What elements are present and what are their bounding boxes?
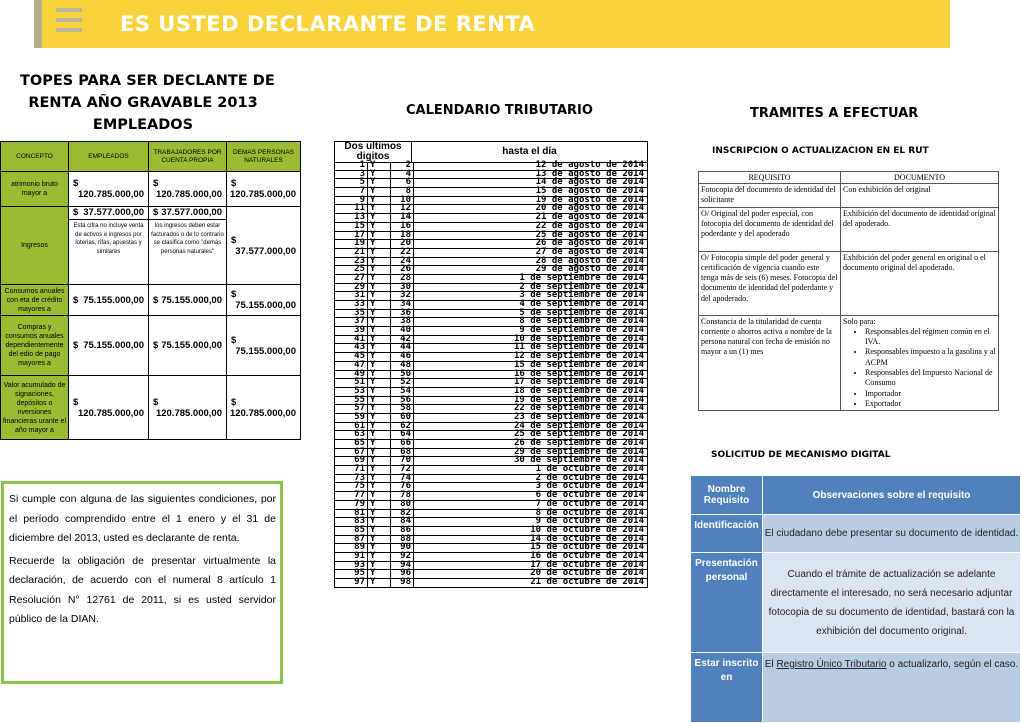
calendar-head-digits: Dos ultimos digitos (335, 142, 412, 162)
calendar-sep: Y (368, 483, 391, 491)
calendar-digit-from: 73 (335, 475, 368, 483)
topes-value: $ 120.785.000,00 (69, 376, 149, 440)
topes-header-cell: EMPLEADOS (69, 142, 149, 172)
calendar-digit-from: 95 (335, 570, 368, 578)
calendar-sep: Y (368, 544, 391, 552)
note-paragraph: Si cumple con alguna de las siguientes condiciones, por el período comprendido entre el 1 enero y el 31 de diciembre del 2013, usted es declarante de renta. (9, 493, 276, 544)
calendar-sep: Y (368, 344, 391, 352)
calendar-sep: Y (368, 536, 391, 544)
calendar-sep: Y (368, 240, 391, 248)
topes-value: $ 120.785.000,00 (227, 172, 301, 207)
calendar-date: 3 de octubre de 2014 (535, 481, 644, 492)
calendar-digit-to: 36 (391, 310, 414, 318)
calendar-date: 16 de septiembre de 2014 (513, 368, 644, 379)
rut-table (698, 171, 996, 425)
calendar-date: 19 de agosto de 2014 (535, 194, 644, 205)
calendar-digit-from: 29 (335, 284, 368, 292)
calendar-date: 23 de septiembre de 2014 (513, 411, 644, 422)
mec-req: Estar inscrito en (691, 653, 763, 723)
calendar-digit-to: 68 (391, 449, 414, 457)
calendar-digit-to: 70 (391, 457, 414, 465)
calendar-date: 29 de septiembre de 2014 (513, 446, 644, 457)
rut-req: O/ Fotocopia simple del poder general y certificación de vigencia cuando este tenga más de seis (6) meses. Fotocopia del documento de identidad del poderdante y del apoderado. (699, 251, 841, 315)
rut-bullet: • Responsables del Impuesto Nacional de Consumo (865, 368, 996, 389)
calendar-digit-to: 58 (391, 405, 414, 413)
calendar-date: 2 de octubre de 2014 (535, 472, 644, 483)
calendar-date: 30 de septiembre de 2014 (513, 455, 644, 466)
calendar-sep: Y (368, 449, 391, 457)
calendar-digit-from: 47 (335, 362, 368, 370)
rut-bullet: • Responsables impuesto a la gasolina y al ACPM (865, 347, 996, 368)
calendar-digit-from: 67 (335, 449, 368, 457)
rut-header: REQUISITO (699, 172, 841, 184)
calendar-digit-to: 86 (391, 527, 414, 535)
calendar-digit-from: 11 (335, 205, 368, 213)
rut-section-title: INSCRIPCION O ACTUALIZACION EN EL RUT (712, 146, 929, 156)
topes-concept: Ingresos (1, 207, 69, 285)
calendar-digit-to: 50 (391, 371, 414, 379)
topes-header-cell: TRABAJADORES POR CUENTA PROPIA (149, 142, 227, 172)
calendar-date: 16 de octubre de 2014 (530, 550, 644, 561)
calendar-digit-from: 87 (335, 536, 368, 544)
calendar-digit-from: 49 (335, 371, 368, 379)
calendar-digit-to: 98 (391, 579, 414, 587)
calendar-date: 22 de septiembre de 2014 (513, 403, 644, 414)
calendar-digit-from: 25 (335, 266, 368, 274)
calendar-sep: Y (368, 336, 391, 344)
calendar-sep: Y (368, 318, 391, 326)
calendar-sep: Y (368, 492, 391, 500)
calendar-sep: Y (368, 431, 391, 439)
calendar-digit-to: 76 (391, 483, 414, 491)
calendar-digit-from: 51 (335, 379, 368, 387)
calendar-digit-to: 64 (391, 431, 414, 439)
calendar-digit-from: 31 (335, 292, 368, 300)
topes-concept: Valor acumulado de signaciones, depósitos o nversiones financieras urante el año mayor a (1, 376, 69, 440)
calendar-date: 9 de septiembre de 2014 (519, 325, 644, 336)
calendar-date: 26 de agosto de 2014 (535, 238, 644, 249)
topes-header-cell: DEMAS PERSONAS NATURALES (227, 142, 301, 172)
calendar-date: 22 de agosto de 2014 (535, 220, 644, 231)
calendar-digit-to: 46 (391, 353, 414, 361)
topes-note: Esta cifra no incluye venta de activos e ingresos por loterias, rifas, apuestas y similares (73, 223, 144, 255)
calendar-digit-from: 21 (335, 249, 368, 257)
calendar-title: CALENDARIO TRIBUTARIO (406, 103, 593, 118)
calendar-date: 14 de agosto de 2014 (535, 177, 644, 188)
topes-value: $ 120.785.000,00 (149, 172, 227, 207)
calendar-digit-from: 61 (335, 423, 368, 431)
calendar-date: 17 de septiembre de 2014 (513, 377, 644, 388)
rut-doc: Solo para: (843, 316, 876, 326)
calendar-digit-to: 32 (391, 292, 414, 300)
calendar-digit-to: 74 (391, 475, 414, 483)
calendar-date: 12 de agosto de 2014 (535, 160, 644, 170)
mecanismo-table (690, 475, 1019, 720)
calendar-sep: Y (368, 258, 391, 266)
calendar-digit-from: 57 (335, 405, 368, 413)
rut-bullet: • Importador (865, 389, 996, 399)
calendar-digit-from: 65 (335, 440, 368, 448)
calendar-date: 18 de septiembre de 2014 (513, 385, 644, 396)
calendar-date: 28 de agosto de 2014 (535, 255, 644, 266)
topes-value-with-note: $ 37.577.000,00 los ingresos deben estar facturados o de lo contrario se clasifica como "demás personas naturales" (149, 207, 227, 285)
calendar-digit-to: 92 (391, 553, 414, 561)
calendar-date: 13 de agosto de 2014 (535, 168, 644, 179)
calendar-digit-to: 8 (391, 188, 414, 196)
calendar-sep: Y (368, 570, 391, 578)
calendar-sep: Y (368, 397, 391, 405)
calendar-digit-to: 62 (391, 423, 414, 431)
calendar-sep: Y (368, 371, 391, 379)
hamburger-menu-icon[interactable] (56, 8, 82, 34)
mec-req: Identificación (691, 515, 763, 553)
calendar-sep: Y (368, 205, 391, 213)
calendar-digit-to: 28 (391, 275, 414, 283)
mec-header: Observaciones sobre el requisito (763, 476, 1021, 515)
calendar-date: 9 de octubre de 2014 (535, 516, 644, 527)
calendar-digit-to: 26 (391, 266, 414, 274)
calendar-sep: Y (368, 501, 391, 509)
rut-req: Constancia de la titularidad de cuenta corriente o ahorros activa a nombre de la persona natural con fecha de emisión no mayor a un (1) mes (699, 315, 841, 411)
calendar-sep: Y (368, 179, 391, 187)
calendar-sep: Y (368, 223, 391, 231)
calendar-row (334, 579, 648, 588)
calendar-digit-to: 34 (391, 301, 414, 309)
calendar-date: 1 de septiembre de 2014 (519, 272, 644, 283)
calendar-date: 21 de octubre de 2014 (530, 577, 644, 587)
calendar-sep: Y (368, 301, 391, 309)
topes-header-cell: CONCEPTO (1, 142, 69, 172)
calendar-digit-from: 1 (335, 162, 368, 170)
note-paragraph: Recuerde la obligación de presentar virtualmente la declaración, de acuerdo con el numeral 8 artículo 1 Resolución N° 12761 de 2011, si es usted servidor público de la DIAN. (9, 554, 276, 625)
mec-req: Presentación personal (691, 553, 763, 653)
calendar-digit-to: 38 (391, 318, 414, 326)
topes-concept: atrimonio bruto mayor a (1, 172, 69, 207)
topes-value: $ 37.577.000,00 (227, 207, 301, 285)
calendar-digit-from: 43 (335, 344, 368, 352)
calendar-digit-from: 5 (335, 179, 368, 187)
calendar-digit-from: 23 (335, 258, 368, 266)
calendar-digit-to: 10 (391, 197, 414, 205)
calendar-digit-from: 75 (335, 483, 368, 491)
calendar-digit-from: 97 (335, 579, 368, 587)
calendar-sep: Y (368, 562, 391, 570)
calendar-rows (334, 162, 648, 588)
calendar-date: 6 de octubre de 2014 (535, 490, 644, 501)
topes-title-line: RENTA AÑO GRAVABLE 2013 (28, 95, 258, 111)
calendar-digit-to: 90 (391, 544, 414, 552)
calendar-digit-to: 66 (391, 440, 414, 448)
calendar-date: 10 de octubre de 2014 (530, 524, 644, 535)
calendar-sep: Y (368, 475, 391, 483)
calendar-date: 29 de agosto de 2014 (535, 264, 644, 275)
topes-note: los ingresos deben estar facturados o de lo contrario se clasifica como "demás personas naturales" (151, 223, 224, 255)
calendar-sep: Y (368, 457, 391, 465)
calendar-sep: Y (368, 466, 391, 474)
calendar-digit-from: 19 (335, 240, 368, 248)
topes-value: $ 75.155.000,00 (69, 285, 149, 316)
calendar-digit-from: 7 (335, 188, 368, 196)
calendar-date: 8 de septiembre de 2014 (519, 316, 644, 327)
calendar-sep: Y (368, 405, 391, 413)
topes-value: $ 120.785.000,00 (149, 376, 227, 440)
calendar-date: 5 de septiembre de 2014 (519, 307, 644, 318)
rut-doc-list (841, 315, 999, 411)
rut-doc: Exhibición del poder general en original o el documento original del apoderado. (841, 251, 999, 315)
calendar-digit-from: 63 (335, 431, 368, 439)
topes-title-line: EMPLEADOS (92, 117, 194, 133)
calendar-digit-to: 94 (391, 562, 414, 570)
calendar-digit-from: 53 (335, 388, 368, 396)
calendar-digit-from: 3 (335, 171, 368, 179)
calendar-date: 25 de septiembre de 2014 (513, 429, 644, 440)
calendar-sep: Y (368, 414, 391, 422)
calendar-sep: Y (368, 275, 391, 283)
rut-bullet: • Exportador (865, 399, 996, 409)
calendar-digit-to: 42 (391, 336, 414, 344)
calendar-date: 15 de octubre de 2014 (530, 542, 644, 553)
calendar-date: 7 de octubre de 2014 (535, 498, 644, 509)
mec-header: Nombre Requisito (691, 476, 763, 515)
calendar-sep: Y (368, 327, 391, 335)
calendar-digit-from: 85 (335, 527, 368, 535)
calendar-digit-to: 22 (391, 249, 414, 257)
calendar-digit-from: 93 (335, 562, 368, 570)
topes-value: $ 120.785.000,00 (227, 376, 301, 440)
mec-obs: El Registro Único Tributario o actualizarlo, según el caso. (763, 653, 1021, 723)
calendar-sep: Y (368, 527, 391, 535)
calendar-sep: Y (368, 362, 391, 370)
calendar-sep: Y (368, 188, 391, 196)
calendar-digit-from: 39 (335, 327, 368, 335)
calendar-sep: Y (368, 197, 391, 205)
calendar-digit-to: 48 (391, 362, 414, 370)
calendar-digit-to: 80 (391, 501, 414, 509)
calendar-date: 2 de septiembre de 2014 (519, 281, 644, 292)
topes-value: $ 75.155.000,00 (149, 285, 227, 316)
calendar-digit-from: 35 (335, 310, 368, 318)
calendar-digit-to: 20 (391, 240, 414, 248)
topes-concept: Compras y consumos anuales dependientemente del edio de pago mayores a (1, 316, 69, 376)
calendar-date: 25 de agosto de 2014 (535, 229, 644, 240)
calendar-date: 12 de septiembre de 2014 (513, 351, 644, 362)
calendar-digit-from: 59 (335, 414, 368, 422)
calendar-sep: Y (368, 510, 391, 518)
calendar-date: 4 de septiembre de 2014 (519, 299, 644, 309)
calendar-sep: Y (368, 379, 391, 387)
calendar-digit-to: 14 (391, 214, 414, 222)
calendar-digit-from: 17 (335, 232, 368, 240)
calendar-digit-from: 27 (335, 275, 368, 283)
calendar-sep: Y (368, 214, 391, 222)
calendar-date: 17 de octubre de 2014 (530, 559, 644, 570)
calendar-date: 20 de agosto de 2014 (535, 203, 644, 214)
calendar-date: 1 de octubre de 2014 (535, 464, 644, 475)
topes-table (0, 141, 301, 440)
calendar-date: 21 de agosto de 2014 (535, 212, 644, 223)
calendar-digit-to: 40 (391, 327, 414, 335)
calendar-head-date: hasta el día (502, 146, 557, 157)
calendar-digit-to: 84 (391, 518, 414, 526)
page-title: ES USTED DECLARANTE DE RENTA (120, 12, 536, 36)
calendar-table (334, 141, 648, 720)
calendar-date: 15 de agosto de 2014 (535, 186, 644, 197)
calendar-sep: Y (368, 553, 391, 561)
rut-req: O/ Original del poder especial, con fotocopia del documento de identidad del poderdante y del apoderado (699, 207, 841, 251)
calendar-digit-to: 2 (391, 162, 414, 170)
calendar-digit-from: 15 (335, 223, 368, 231)
calendar-digit-from: 91 (335, 553, 368, 561)
topes-value: $ 120.785.000,00 (69, 172, 149, 207)
calendar-digit-from: 37 (335, 318, 368, 326)
topes-value: $ 75.155.000,00 (227, 285, 301, 316)
calendar-digit-from: 13 (335, 214, 368, 222)
calendar-digit-from: 77 (335, 492, 368, 500)
calendar-digit-to: 16 (391, 223, 414, 231)
calendar-digit-from: 81 (335, 510, 368, 518)
calendar-digit-to: 30 (391, 284, 414, 292)
calendar-sep: Y (368, 310, 391, 318)
header-left-accent (34, 0, 42, 48)
declarant-note-box (1, 481, 283, 684)
calendar-date: 10 de septiembre de 2014 (513, 333, 644, 344)
calendar-digit-to: 82 (391, 510, 414, 518)
calendar-digit-to: 44 (391, 344, 414, 352)
topes-concept: Consumos anuales con eta de crédito mayores a (1, 285, 69, 316)
calendar-digit-from: 79 (335, 501, 368, 509)
topes-title (20, 70, 275, 136)
calendar-digit-to: 78 (391, 492, 414, 500)
calendar-digit-to: 88 (391, 536, 414, 544)
calendar-digit-from: 45 (335, 353, 368, 361)
calendar-date: 14 de octubre de 2014 (530, 533, 644, 544)
rut-bullet: • Responsables del régimen común en el IVA. (865, 327, 996, 348)
calendar-sep: Y (368, 518, 391, 526)
calendar-sep: Y (368, 266, 391, 274)
topes-value-with-note: $ 37.577.000,00 Esta cifra no incluye venta de activos e ingresos por loterias, rifas, apuestas y similares (69, 207, 149, 285)
calendar-digit-to: 96 (391, 570, 414, 578)
calendar-digit-to: 60 (391, 414, 414, 422)
calendar-sep: Y (368, 388, 391, 396)
calendar-date: 20 de octubre de 2014 (530, 568, 644, 579)
rut-doc: Con exhibición del original (841, 184, 999, 208)
calendar-sep: Y (368, 162, 391, 170)
calendar-digit-to: 4 (391, 171, 414, 179)
tramites-title: TRAMITES A EFECTUAR (750, 106, 919, 121)
calendar-digit-from: 83 (335, 518, 368, 526)
calendar-digit-to: 24 (391, 258, 414, 266)
calendar-digit-to: 54 (391, 388, 414, 396)
calendar-sep: Y (368, 249, 391, 257)
calendar-digit-to: 18 (391, 232, 414, 240)
calendar-digit-from: 33 (335, 301, 368, 309)
topes-title-line: TOPES PARA SER DECLANTE DE (20, 73, 275, 89)
topes-value: $ 75.155.000,00 (149, 316, 227, 376)
calendar-sep: Y (368, 423, 391, 431)
calendar-date: 27 de agosto de 2014 (535, 246, 644, 257)
calendar-date: 11 de septiembre de 2014 (513, 342, 644, 353)
calendar-digit-from: 69 (335, 457, 368, 465)
mecanismo-section-title: SOLICITUD DE MECANISMO DIGITAL (711, 450, 891, 460)
calendar-sep: Y (368, 232, 391, 240)
calendar-date: 24 de septiembre de 2014 (513, 420, 644, 431)
calendar-sep: Y (368, 171, 391, 179)
calendar-sep: Y (368, 579, 391, 587)
calendar-sep: Y (368, 284, 391, 292)
rut-header: DOCUMENTO (841, 172, 999, 184)
calendar-digit-to: 52 (391, 379, 414, 387)
calendar-date: 8 de octubre de 2014 (535, 507, 644, 518)
calendar-digit-from: 9 (335, 197, 368, 205)
calendar-digit-to: 56 (391, 397, 414, 405)
calendar-date: 3 de septiembre de 2014 (519, 290, 644, 301)
calendar-digit-from: 55 (335, 397, 368, 405)
mec-obs: Cuando el trámite de actualización se adelante directamente el interesado, no será necesario adjuntar fotocopia de su documento de identidad, bastará con la exhibición del documento original. (763, 553, 1021, 653)
calendar-date: 26 de septiembre de 2014 (513, 438, 644, 448)
calendar-date: 19 de septiembre de 2014 (513, 394, 644, 405)
rut-doc: Exhibición del documento de identidad original del apoderado. (841, 207, 999, 251)
mec-obs: El ciudadano debe presentar su documento de identidad. (763, 515, 1021, 553)
calendar-date: 15 de septiembre de 2014 (513, 359, 644, 370)
rut-link[interactable]: Registro Único Tributario (776, 659, 887, 670)
calendar-sep: Y (368, 353, 391, 361)
calendar-sep: Y (368, 440, 391, 448)
calendar-digit-from: 71 (335, 466, 368, 474)
topes-value: $ 75.155.000,00 (227, 316, 301, 376)
calendar-digit-from: 89 (335, 544, 368, 552)
topes-value: $ 75.155.000,00 (69, 316, 149, 376)
calendar-digit-to: 72 (391, 466, 414, 474)
rut-req: Fotocopia del documento de identidad del solicitante (699, 184, 841, 208)
calendar-digit-to: 12 (391, 205, 414, 213)
calendar-digit-from: 41 (335, 336, 368, 344)
calendar-sep: Y (368, 292, 391, 300)
calendar-digit-to: 6 (391, 179, 414, 187)
